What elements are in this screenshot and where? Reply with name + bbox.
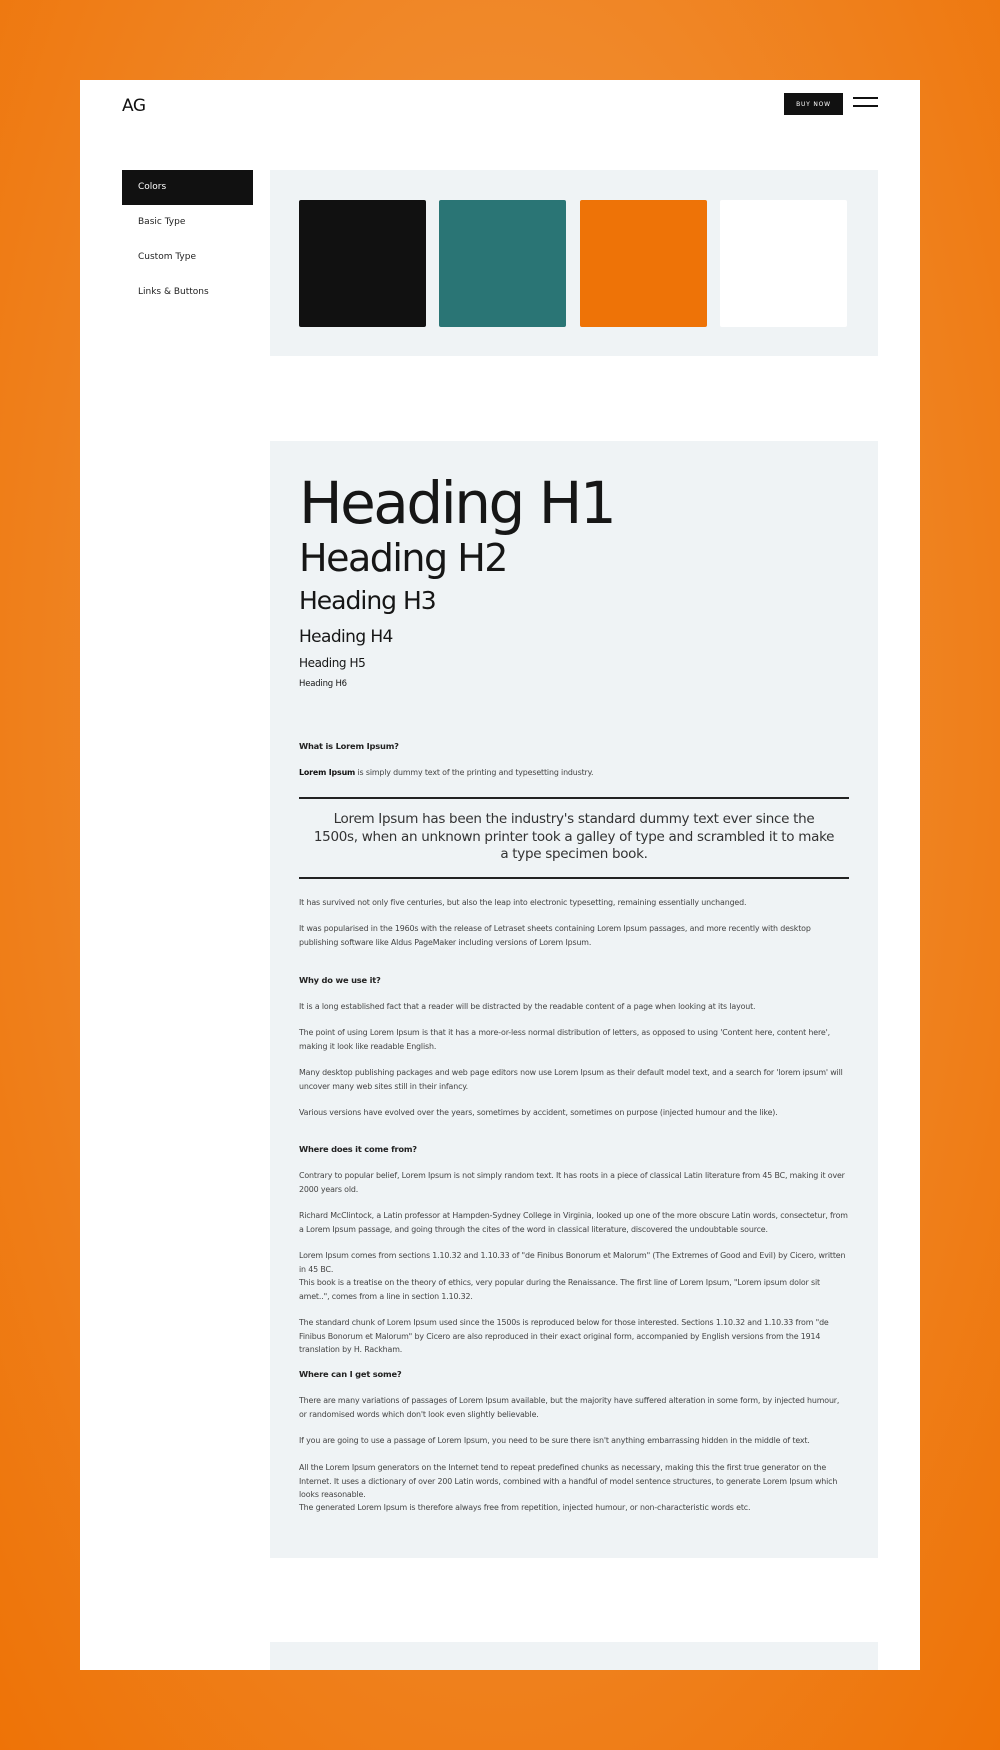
colors-panel <box>270 170 878 356</box>
bold-text: Lorem Ipsum <box>299 768 356 777</box>
paragraph: It has survived not only five centuries, but also the leap into electronic typesetting, remaining essentially unchanged. <box>299 898 747 907</box>
sidebar-item-basic-type[interactable]: Basic Type <box>138 217 186 227</box>
paragraph: Many desktop publishing packages and web page editors now use Lorem Ipsum as their default model text, and a search for 'lorem ipsum' will uncover many web sites still in their infancy. <box>299 1068 843 1091</box>
paragraph <box>299 766 849 780</box>
blockquote-text: Lorem Ipsum has been the industry's standard dummy text ever since the 1500s, when an unknown printer took a galley of type and scrambled it to make a type specimen book. <box>313 811 835 862</box>
page-frame <box>80 80 920 1670</box>
logo[interactable]: AG <box>122 96 146 116</box>
paragraph: If you are going to use a passage of Lorem Ipsum, you need to be sure there isn't anything embarrassing hidden in the middle of text. <box>299 1436 810 1445</box>
sidebar-item-custom-type[interactable]: Custom Type <box>138 252 197 262</box>
hamburger-bar <box>853 105 878 107</box>
heading-h5: Heading H5 <box>299 656 366 670</box>
sidebar-item-links-buttons[interactable]: Links & Buttons <box>138 287 209 297</box>
paragraph: Richard McClintock, a Latin professor at Hampden-Sydney College in Virginia, looked up one of the more obscure Latin words, consectetur, from a Lorem Ipsum passage, and going through the cites of the word in classical literature, discovered the undoubtable source. <box>299 1211 848 1234</box>
heading-h4: Heading H4 <box>299 627 393 647</box>
paragraph: Lorem Ipsum comes from sections 1.10.32 and 1.10.33 of "de Finibus Bonorum et Malorum" (The Extremes of Good and Evil) by Cicero, written in 45 BC. <box>299 1251 846 1274</box>
paragraph: The generated Lorem Ipsum is therefore always free from repetition, injected humour, or non-characteristic words etc. <box>299 1503 751 1512</box>
section-title: Where does it come from? <box>299 1144 417 1154</box>
paragraph: Various versions have evolved over the years, sometimes by accident, sometimes on purpose (injected humour and the like). <box>299 1108 778 1117</box>
paragraph: It is a long established fact that a reader will be distracted by the readable content of a page when looking at its layout. <box>299 1002 756 1011</box>
paragraph: The standard chunk of Lorem Ipsum used since the 1500s is reproduced below for those interested. Sections 1.10.32 and 1.10.33 from "de Finibus Bonorum et Malorum" by Cicero are also reproduced in their exact original form, accompanied by English versions from the 1914 translation by H. Rackham. <box>299 1318 829 1354</box>
heading-h3: Heading H3 <box>299 586 436 615</box>
typography-panel <box>270 441 878 1558</box>
color-swatch-orange <box>580 200 707 327</box>
sidebar-item-colors[interactable]: Colors <box>122 170 253 205</box>
paragraph: There are many variations of passages of Lorem Ipsum available, but the majority have suffered alteration in some form, by injected humour, or randomised words which don't look even slightly believable. <box>299 1396 840 1419</box>
section-title: Where can I get some? <box>299 1369 402 1379</box>
blockquote <box>299 797 849 879</box>
heading-h1: Heading H1 <box>299 469 615 537</box>
heading-h6: Heading H6 <box>299 679 347 689</box>
paragraph: This book is a treatise on the theory of ethics, very popular during the Renaissance. The first line of Lorem Ipsum, "Lorem ipsum dolor sit amet..", comes from a line in section 1.10.32. <box>299 1278 820 1301</box>
heading-h2: Heading H2 <box>299 536 507 580</box>
sidebar-nav <box>122 170 253 310</box>
paragraph: All the Lorem Ipsum generators on the Internet tend to repeat predefined chunks as necessary, making this the first true generator on the Internet. It uses a dictionary of over 200 Latin words, combined with a handful of model sentence structures, to generate Lorem Ipsum which looks reasonable. <box>299 1463 838 1499</box>
paragraph: Contrary to popular belief, Lorem Ipsum is not simply random text. It has roots in a piece of classical Latin literature from 45 BC, making it over 2000 years old. <box>299 1171 845 1194</box>
hamburger-menu-icon[interactable] <box>853 97 878 108</box>
buy-now-button[interactable]: BUY NOW <box>784 93 843 115</box>
paragraph-text: is simply dummy text of the printing and typesetting industry. <box>355 768 594 777</box>
next-section-panel <box>270 1642 878 1670</box>
hamburger-bar <box>853 97 878 99</box>
section-title: Why do we use it? <box>299 975 381 985</box>
paragraph: It was popularised in the 1960s with the release of Letraset sheets containing Lorem Ipsum passages, and more recently with desktop publishing software like Aldus PageMaker including versions of Lorem Ipsum. <box>299 924 811 947</box>
color-swatch-black <box>299 200 426 327</box>
color-swatch-teal <box>439 200 566 327</box>
section-title: What is Lorem Ipsum? <box>299 741 399 751</box>
color-swatch-white <box>720 200 847 327</box>
paragraph: The point of using Lorem Ipsum is that it has a more-or-less normal distribution of letters, as opposed to using 'Content here, content here', making it look like readable English. <box>299 1028 830 1051</box>
